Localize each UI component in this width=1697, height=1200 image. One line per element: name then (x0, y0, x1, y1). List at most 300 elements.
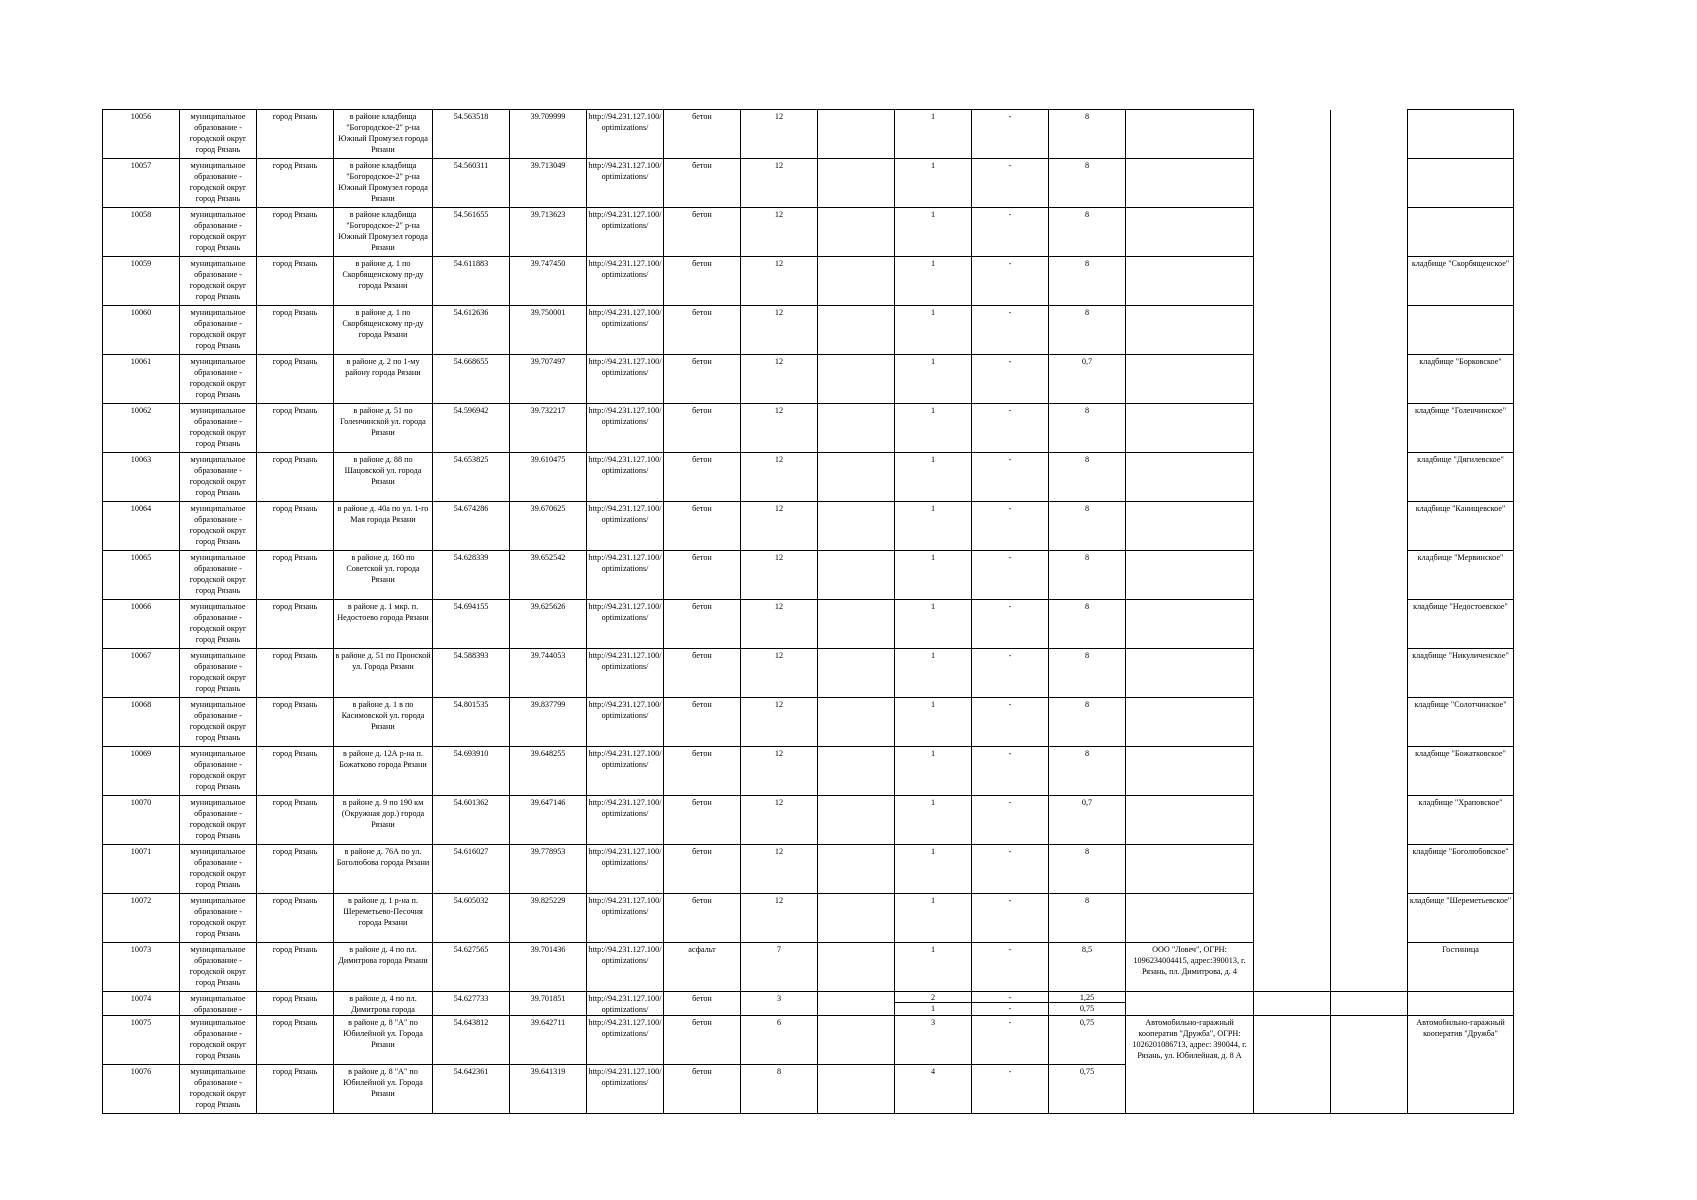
empty-cell (818, 159, 895, 208)
latitude-cell: 54.643812 (433, 1016, 510, 1065)
owner-cell (1126, 159, 1254, 208)
volume-cell: 0,75 (1049, 1065, 1126, 1114)
address-cell: в районе д. 160 по Советской ул. города Рязани (334, 551, 433, 600)
count-cell (895, 992, 972, 1016)
surface-cell: бетон (664, 110, 741, 159)
municipality-cell: муниципальное образование - городской округ город Рязань (180, 796, 257, 845)
volume-cell: 8 (1049, 747, 1126, 796)
area-cell: 12 (741, 355, 818, 404)
dash-cell: - (972, 257, 1049, 306)
city-cell: город Рязань (257, 649, 334, 698)
url-cell: http://94.231.127.100/optimizations/ (587, 992, 664, 1016)
source-cell: кладбище "Голенчинское" (1408, 404, 1514, 453)
empty-cell (1331, 159, 1408, 208)
dash-cell: - (972, 306, 1049, 355)
volume-value: 1,25 (1049, 992, 1125, 1003)
area-cell: 8 (741, 1065, 818, 1114)
city-cell: город Рязань (257, 600, 334, 649)
row-id: 10070 (103, 796, 180, 845)
latitude-cell: 54.560311 (433, 159, 510, 208)
empty-cell (818, 306, 895, 355)
count-cell: 1 (895, 747, 972, 796)
latitude-cell: 54.628339 (433, 551, 510, 600)
volume-cell: 8 (1049, 404, 1126, 453)
dash-cell: - (972, 551, 1049, 600)
latitude-cell: 54.627565 (433, 943, 510, 992)
table-row (103, 894, 1514, 943)
longitude-cell: 39.625626 (510, 600, 587, 649)
volume-cell: 8,5 (1049, 943, 1126, 992)
area-cell: 12 (741, 649, 818, 698)
table-row (103, 747, 1514, 796)
url-cell: http://94.231.127.100/optimizations/ (587, 698, 664, 747)
owner-cell (1126, 208, 1254, 257)
row-id: 10062 (103, 404, 180, 453)
dash-cell: - (972, 943, 1049, 992)
dash-cell: - (972, 453, 1049, 502)
volume-cell: 0,75 (1049, 1016, 1126, 1065)
count-cell: 1 (895, 551, 972, 600)
table-row (103, 208, 1514, 257)
longitude-cell: 39.701436 (510, 943, 587, 992)
owner-cell (1126, 355, 1254, 404)
empty-cell (1331, 453, 1408, 502)
surface-cell: бетон (664, 992, 741, 1016)
owner-cell (1126, 306, 1254, 355)
count-cell: 1 (895, 404, 972, 453)
longitude-cell: 39.837799 (510, 698, 587, 747)
empty-cell (1331, 404, 1408, 453)
row-id: 10065 (103, 551, 180, 600)
empty-cell (1254, 551, 1331, 600)
address-cell: в районе д. 1 по Скорбященскому пр-ду города Рязани (334, 306, 433, 355)
longitude-cell: 39.750001 (510, 306, 587, 355)
volume-cell: 8 (1049, 306, 1126, 355)
row-id: 10075 (103, 1016, 180, 1065)
owner-cell: ООО "Ловеч", ОГРН: 1096234004415, адрес:390013, г. Рязань, пл. Димитрова, д. 4 (1126, 943, 1254, 992)
table-body-tail (103, 992, 1514, 1114)
empty-cell (1254, 110, 1331, 159)
empty-cell (1331, 747, 1408, 796)
address-cell: в районе д. 4 по пл. Димитрова города (334, 992, 433, 1016)
latitude-cell: 54.563518 (433, 110, 510, 159)
city-cell: город Рязань (257, 404, 334, 453)
empty-cell (818, 649, 895, 698)
table-body (103, 110, 1514, 992)
count-cell: 1 (895, 845, 972, 894)
count-cell: 1 (895, 502, 972, 551)
address-cell: в районе д. 4 по пл. Димитрова города Рязани (334, 943, 433, 992)
latitude-cell: 54.601362 (433, 796, 510, 845)
longitude-cell: 39.713623 (510, 208, 587, 257)
empty-cell (1254, 257, 1331, 306)
count-value: 2 (895, 992, 971, 1003)
city-cell: город Рязань (257, 943, 334, 992)
row-id: 10069 (103, 747, 180, 796)
owner-cell (1126, 110, 1254, 159)
city-cell: город Рязань (257, 698, 334, 747)
source-cell: кладбище "Шереметьевское" (1408, 894, 1514, 943)
latitude-cell: 54.596942 (433, 404, 510, 453)
city-cell: город Рязань (257, 208, 334, 257)
owner-cell (1126, 502, 1254, 551)
count-cell: 4 (895, 1065, 972, 1114)
city-cell: город Рязань (257, 551, 334, 600)
city-cell: город Рязань (257, 306, 334, 355)
longitude-cell: 39.647146 (510, 796, 587, 845)
area-cell: 12 (741, 894, 818, 943)
url-cell: http://94.231.127.100/optimizations/ (587, 551, 664, 600)
owner-cell (1126, 649, 1254, 698)
table-row (103, 796, 1514, 845)
city-cell: город Рязань (257, 355, 334, 404)
empty-cell (818, 943, 895, 992)
count-cell: 1 (895, 110, 972, 159)
municipality-cell: муниципальное образование - городской округ город Рязань (180, 208, 257, 257)
longitude-cell: 39.670625 (510, 502, 587, 551)
url-cell: http://94.231.127.100/optimizations/ (587, 404, 664, 453)
municipality-cell: муниципальное образование - (180, 992, 257, 1016)
empty-cell (1331, 257, 1408, 306)
latitude-cell: 54.668655 (433, 355, 510, 404)
empty-cell (818, 992, 895, 1016)
row-id: 10061 (103, 355, 180, 404)
url-cell: http://94.231.127.100/optimizations/ (587, 1065, 664, 1114)
address-cell: в районе кладбища "Богородское-2" р-на Южный Промузел города Рязани (334, 159, 433, 208)
owner-cell (1126, 600, 1254, 649)
area-cell: 7 (741, 943, 818, 992)
row-id: 10064 (103, 502, 180, 551)
address-cell: в районе д. 12А р-на п. Божатково города Рязани (334, 747, 433, 796)
empty-cell (1331, 551, 1408, 600)
municipality-cell: муниципальное образование - городской округ город Рязань (180, 453, 257, 502)
empty-cell (1254, 502, 1331, 551)
area-cell: 12 (741, 845, 818, 894)
empty-cell (1254, 796, 1331, 845)
source-cell: Автомобильно-гаражный кооператив "Дружба" (1408, 1016, 1514, 1114)
address-cell: в районе д. 76А по ул. Боголюбова города Рязани (334, 845, 433, 894)
longitude-cell: 39.778953 (510, 845, 587, 894)
city-cell: город Рязань (257, 502, 334, 551)
longitude-cell: 39.732217 (510, 404, 587, 453)
empty-cell (818, 1065, 895, 1114)
address-cell: в районе кладбища "Богородское-2" р-на Южный Промузел города Рязани (334, 110, 433, 159)
url-cell: http://94.231.127.100/optimizations/ (587, 894, 664, 943)
longitude-cell: 39.709999 (510, 110, 587, 159)
url-cell: http://94.231.127.100/optimizations/ (587, 110, 664, 159)
owner-cell: Автомобильно-гаражный кооператив "Дружба", ОГРН: 1026201086713, адрес: 390044, г. Рязань, ул. Юбилейная, д. 8 А (1126, 1016, 1254, 1114)
table-row (103, 845, 1514, 894)
city-cell: город Рязань (257, 894, 334, 943)
area-cell: 12 (741, 453, 818, 502)
empty-cell (1331, 698, 1408, 747)
address-cell: в районе д. 1 мкр. п. Недостоево города Рязани (334, 600, 433, 649)
owner-cell (1126, 257, 1254, 306)
longitude-cell: 39.747450 (510, 257, 587, 306)
count-cell: 1 (895, 649, 972, 698)
address-cell: в районе д. 51 по Голенчинской ул. города Рязани (334, 404, 433, 453)
dash-cell: - (972, 1065, 1049, 1114)
address-cell: в районе д. 9 по 190 км (Окружная дор.) города Рязани (334, 796, 433, 845)
area-cell: 12 (741, 159, 818, 208)
url-cell: http://94.231.127.100/optimizations/ (587, 1016, 664, 1065)
latitude-cell: 54.612636 (433, 306, 510, 355)
empty-cell (818, 1016, 895, 1065)
surface-cell: бетон (664, 404, 741, 453)
address-cell: в районе д. 1 по Скорбященскому пр-ду города Рязани (334, 257, 433, 306)
surface-cell: бетон (664, 306, 741, 355)
empty-cell (1331, 208, 1408, 257)
area-cell: 12 (741, 698, 818, 747)
source-cell: Гостиница (1408, 943, 1514, 992)
count-cell: 1 (895, 159, 972, 208)
row-id: 10072 (103, 894, 180, 943)
latitude-cell: 54.627733 (433, 992, 510, 1016)
volume-cell: 8 (1049, 257, 1126, 306)
empty-cell (818, 355, 895, 404)
latitude-cell: 54.694155 (433, 600, 510, 649)
longitude-cell: 39.652542 (510, 551, 587, 600)
empty-cell (1331, 796, 1408, 845)
empty-cell (818, 257, 895, 306)
dash-value: - (972, 992, 1048, 1003)
dash-cell: - (972, 502, 1049, 551)
registry-sheet (102, 109, 1514, 1114)
table-row (103, 159, 1514, 208)
volume-cell: 8 (1049, 453, 1126, 502)
table-row (103, 355, 1514, 404)
surface-cell: бетон (664, 159, 741, 208)
longitude-cell: 39.713049 (510, 159, 587, 208)
source-cell: кладбище "Храповское" (1408, 796, 1514, 845)
empty-cell (818, 845, 895, 894)
row-id: 10076 (103, 1065, 180, 1114)
source-cell (1408, 306, 1514, 355)
municipality-cell: муниципальное образование - городской округ город Рязань (180, 600, 257, 649)
count-cell: 1 (895, 453, 972, 502)
surface-cell: бетон (664, 208, 741, 257)
url-cell: http://94.231.127.100/optimizations/ (587, 600, 664, 649)
table-row (103, 943, 1514, 992)
surface-cell: бетон (664, 1016, 741, 1065)
city-cell: город Рязань (257, 159, 334, 208)
empty-cell (1254, 159, 1331, 208)
source-cell (1408, 159, 1514, 208)
longitude-cell: 39.642711 (510, 1016, 587, 1065)
source-cell: кладбище "Борковское" (1408, 355, 1514, 404)
city-cell: город Рязань (257, 1065, 334, 1114)
row-id: 10056 (103, 110, 180, 159)
municipality-cell: муниципальное образование - городской округ город Рязань (180, 110, 257, 159)
url-cell: http://94.231.127.100/optimizations/ (587, 257, 664, 306)
volume-cell: 8 (1049, 110, 1126, 159)
surface-cell: бетон (664, 502, 741, 551)
surface-cell: бетон (664, 600, 741, 649)
empty-cell (1254, 306, 1331, 355)
municipality-cell: муниципальное образование - городской округ город Рязань (180, 649, 257, 698)
municipality-cell: муниципальное образование - городской округ город Рязань (180, 1065, 257, 1114)
registry-table (102, 109, 1514, 1114)
latitude-cell: 54.693910 (433, 747, 510, 796)
dash-cell: - (972, 110, 1049, 159)
count-value: 1 (930, 1004, 936, 1013)
table-row (103, 649, 1514, 698)
volume-cell (1049, 992, 1126, 1016)
table-row (103, 551, 1514, 600)
surface-cell: бетон (664, 796, 741, 845)
municipality-cell: муниципальное образование - городской округ город Рязань (180, 306, 257, 355)
url-cell: http://94.231.127.100/optimizations/ (587, 943, 664, 992)
municipality-cell: муниципальное образование - городской округ город Рязань (180, 551, 257, 600)
municipality-cell: муниципальное образование - городской округ город Рязань (180, 943, 257, 992)
empty-cell (1331, 600, 1408, 649)
surface-cell: бетон (664, 649, 741, 698)
city-cell: город Рязань (257, 796, 334, 845)
source-cell: кладбище "Дягилевское" (1408, 453, 1514, 502)
empty-cell (1254, 355, 1331, 404)
volume-cell: 8 (1049, 551, 1126, 600)
owner-cell (1126, 747, 1254, 796)
dash-cell: - (972, 796, 1049, 845)
source-cell: кладбище "Канищевское" (1408, 502, 1514, 551)
count-cell: 1 (895, 208, 972, 257)
table-row (103, 600, 1514, 649)
latitude-cell: 54.605032 (433, 894, 510, 943)
dash-cell: - (972, 355, 1049, 404)
municipality-cell: муниципальное образование - городской округ город Рязань (180, 404, 257, 453)
empty-cell (818, 894, 895, 943)
empty-cell (1331, 992, 1408, 1016)
surface-cell: бетон (664, 551, 741, 600)
url-cell: http://94.231.127.100/optimizations/ (587, 208, 664, 257)
url-cell: http://94.231.127.100/optimizations/ (587, 796, 664, 845)
empty-cell (1254, 845, 1331, 894)
dash-cell: - (972, 404, 1049, 453)
source-cell: кладбище "Мервинское" (1408, 551, 1514, 600)
empty-cell (1331, 894, 1408, 943)
empty-cell (818, 747, 895, 796)
area-cell: 12 (741, 208, 818, 257)
city-cell: город Рязань (257, 1016, 334, 1065)
area-cell: 12 (741, 257, 818, 306)
row-id: 10068 (103, 698, 180, 747)
source-cell (1408, 208, 1514, 257)
surface-cell: бетон (664, 453, 741, 502)
city-cell: город Рязань (257, 453, 334, 502)
address-cell: в районе д. 8 "А" по Юбилейной ул. Города Рязани (334, 1016, 433, 1065)
owner-cell (1126, 551, 1254, 600)
empty-cell (1254, 649, 1331, 698)
volume-cell: 8 (1049, 502, 1126, 551)
address-cell: в районе д. 88 по Шацовской ул. города Рязани (334, 453, 433, 502)
source-cell: кладбище "Солотчинское" (1408, 698, 1514, 747)
empty-cell (1254, 747, 1331, 796)
dash-cell: - (972, 747, 1049, 796)
url-cell: http://94.231.127.100/optimizations/ (587, 845, 664, 894)
url-cell: http://94.231.127.100/optimizations/ (587, 306, 664, 355)
municipality-cell: муниципальное образование - городской округ город Рязань (180, 159, 257, 208)
address-cell: в районе кладбища "Богородское-2" р-на Южный Промузел города Рязани (334, 208, 433, 257)
table-row (103, 306, 1514, 355)
latitude-cell: 54.561655 (433, 208, 510, 257)
dash-cell (972, 992, 1049, 1016)
city-cell: город Рязань (257, 747, 334, 796)
longitude-cell: 39.825229 (510, 894, 587, 943)
count-cell: 1 (895, 257, 972, 306)
url-cell: http://94.231.127.100/optimizations/ (587, 159, 664, 208)
source-cell (1408, 110, 1514, 159)
surface-cell: бетон (664, 894, 741, 943)
address-cell: в районе д. 8 "А" по Юбилейной ул. Города Рязани (334, 1065, 433, 1114)
volume-cell: 0,7 (1049, 796, 1126, 845)
empty-cell (1331, 355, 1408, 404)
dash-value: - (1008, 1004, 1012, 1013)
url-cell: http://94.231.127.100/optimizations/ (587, 502, 664, 551)
empty-cell (1254, 208, 1331, 257)
municipality-cell: муниципальное образование - городской округ город Рязань (180, 257, 257, 306)
count-cell: 1 (895, 306, 972, 355)
empty-cell (1254, 404, 1331, 453)
row-id: 10058 (103, 208, 180, 257)
empty-cell (1331, 845, 1408, 894)
city-cell: город Рязань (257, 257, 334, 306)
row-id: 10067 (103, 649, 180, 698)
row-id: 10074 (103, 992, 180, 1016)
empty-cell (818, 208, 895, 257)
table-row (103, 110, 1514, 159)
table-row (103, 404, 1514, 453)
count-cell: 1 (895, 943, 972, 992)
area-cell: 12 (741, 110, 818, 159)
empty-cell (1254, 698, 1331, 747)
table-row (103, 453, 1514, 502)
empty-cell (818, 551, 895, 600)
volume-cell: 8 (1049, 894, 1126, 943)
empty-cell (1254, 992, 1331, 1016)
row-id: 10059 (103, 257, 180, 306)
longitude-cell: 39.701851 (510, 992, 587, 1016)
empty-cell (818, 110, 895, 159)
area-cell: 12 (741, 747, 818, 796)
source-cell: кладбище "Недостоевское" (1408, 600, 1514, 649)
latitude-cell: 54.588393 (433, 649, 510, 698)
row-id: 10057 (103, 159, 180, 208)
surface-cell: бетон (664, 355, 741, 404)
volume-cell: 8 (1049, 600, 1126, 649)
surface-cell: бетон (664, 747, 741, 796)
source-cell: кладбище "Никуличенское" (1408, 649, 1514, 698)
table-row (103, 992, 1514, 1016)
url-cell: http://94.231.127.100/optimizations/ (587, 649, 664, 698)
empty-cell (1254, 453, 1331, 502)
longitude-cell: 39.744053 (510, 649, 587, 698)
empty-cell (1254, 600, 1331, 649)
empty-cell (1331, 943, 1408, 992)
municipality-cell: муниципальное образование - городской округ город Рязань (180, 355, 257, 404)
empty-cell (1331, 306, 1408, 355)
area-cell: 12 (741, 502, 818, 551)
area-cell: 12 (741, 306, 818, 355)
table-row (103, 1016, 1514, 1065)
empty-cell (1254, 943, 1331, 992)
empty-cell (818, 796, 895, 845)
area-cell: 6 (741, 1016, 818, 1065)
owner-cell (1126, 698, 1254, 747)
url-cell: http://94.231.127.100/optimizations/ (587, 355, 664, 404)
address-cell: в районе д. 51 по Пронской ул. Города Рязани (334, 649, 433, 698)
volume-cell: 8 (1049, 159, 1126, 208)
source-cell: кладбище "Божатковское" (1408, 747, 1514, 796)
